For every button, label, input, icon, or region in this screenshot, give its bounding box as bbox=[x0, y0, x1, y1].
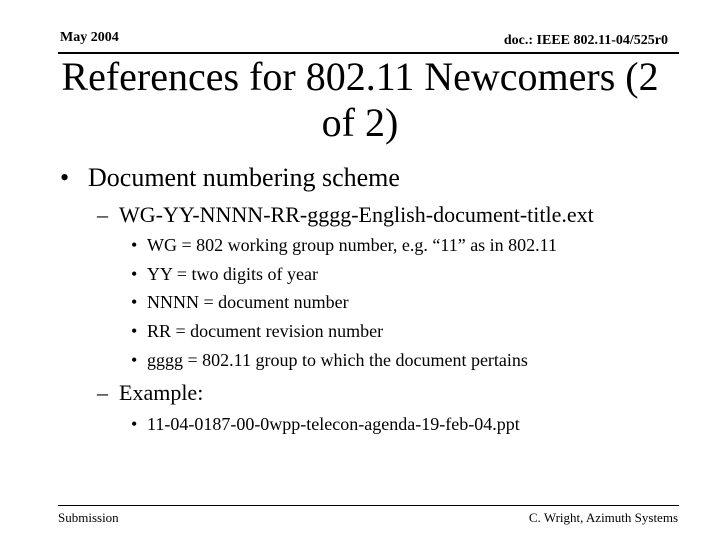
header-date: May 2004 bbox=[60, 30, 119, 45]
bullet-text: Document numbering scheme bbox=[88, 163, 400, 192]
bullet-document-numbering-scheme bbox=[60, 163, 400, 193]
bullet-icon: • bbox=[131, 235, 138, 255]
scheme-item-yy bbox=[131, 263, 318, 285]
example-item bbox=[131, 413, 520, 435]
footer-author: C. Wright, Azimuth Systems bbox=[528, 510, 678, 525]
scheme-item-text: YY = two digits of year bbox=[147, 264, 318, 284]
sub-bullet-text: WG-YY-NNNN-RR-gggg-English-document-title.ext bbox=[119, 202, 594, 227]
bullet-icon: • bbox=[131, 321, 138, 341]
example-item-text: 11-04-0187-00-0wpp-telecon-agenda-19-feb-04.ppt bbox=[147, 414, 520, 434]
bullet-icon: • bbox=[131, 264, 138, 284]
sub-bullet-example bbox=[97, 380, 203, 406]
scheme-item-text: NNNN = document number bbox=[147, 292, 349, 312]
sub-bullet-scheme-format bbox=[97, 202, 594, 228]
scheme-item-text: gggg = 802.11 group to which the document pertains bbox=[147, 350, 528, 370]
scheme-item-nnnn bbox=[131, 291, 349, 313]
sub-bullet-text: Example: bbox=[119, 380, 204, 405]
slide-title-line-2: of 2) bbox=[321, 100, 399, 145]
dash-icon: – bbox=[97, 202, 108, 227]
scheme-item-rr bbox=[131, 320, 383, 342]
bullet-icon: • bbox=[131, 414, 138, 434]
scheme-item-gggg bbox=[131, 349, 528, 371]
bullet-icon: • bbox=[131, 292, 138, 312]
scheme-item-wg bbox=[131, 234, 557, 256]
bullet-icon: • bbox=[131, 350, 138, 370]
scheme-item-text: RR = document revision number bbox=[147, 321, 384, 341]
footer-divider bbox=[58, 505, 679, 506]
slide-title-line-1: References for 802.11 Newcomers (2 bbox=[61, 54, 659, 99]
slide-title bbox=[40, 54, 680, 146]
dash-icon: – bbox=[97, 380, 108, 405]
scheme-item-text: WG = 802 working group number, e.g. “11” as in 802.11 bbox=[147, 235, 558, 255]
footer-submission: Submission bbox=[58, 510, 119, 525]
header-doc-id: doc.: IEEE 802.11-04/525r0 bbox=[503, 33, 668, 48]
bullet-icon: • bbox=[60, 163, 70, 192]
